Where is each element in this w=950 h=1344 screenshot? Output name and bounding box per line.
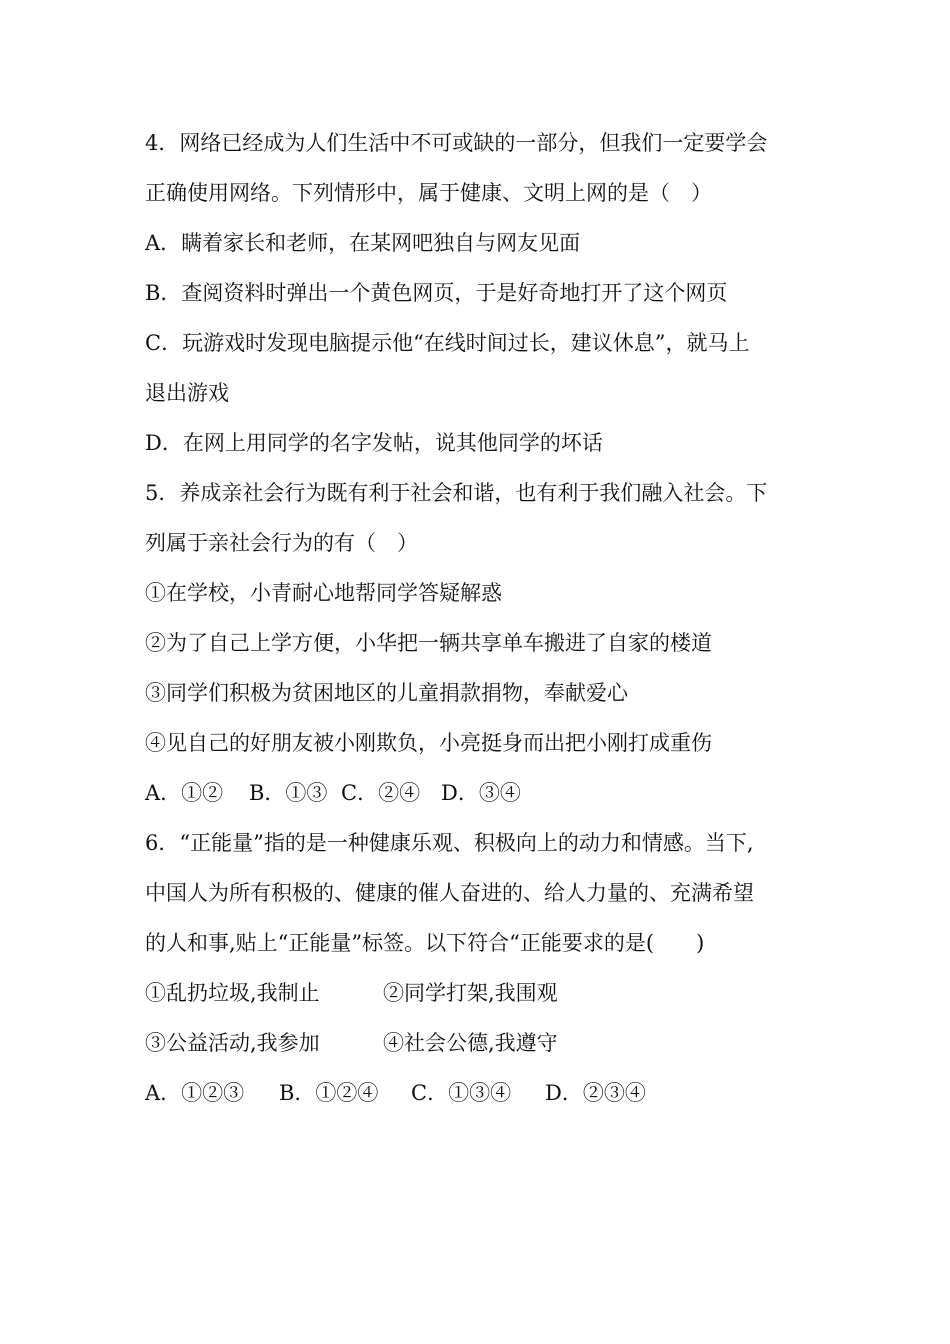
question-6-statement-4: ④社会公德,我遵守 [383,1031,558,1055]
question-6-choice-b: B．①②④ [279,1081,379,1105]
question-5-choices [145,768,825,818]
question-6-stem-line-1: 6．“正能量”指的是一种健康乐观、积极向上的动力和情感。当下, [145,831,754,855]
question-5-statement-2: ②为了自己上学方便，小华把一辆共享单车搬进了自家的楼道 [145,631,712,655]
question-5-statement-1: ①在学校，小青耐心地帮同学答疑解惑 [145,581,502,605]
question-6-choice-d: D．②③④ [545,1081,646,1105]
question-5-statement-3: ③同学们积极为贫困地区的儿童捐款捐物，奉献爱心 [145,681,628,705]
question-6-choice-c: C．①③④ [411,1081,512,1105]
question-5-choice-a: A．①② [145,781,224,805]
question-4-stem-line-1: 4．网络已经成为人们生活中不可或缺的一部分，但我们一定要学会 [145,131,768,155]
question-5-choice-b: B．①③ [249,781,328,805]
question-6-choices [145,1068,825,1118]
question-4-option-c: C．玩游戏时发现电脑提示他“在线时间过长，建议休息”，就马上 [145,331,750,355]
question-4-option-d: D．在网上用同学的名字发帖，说其他同学的坏话 [145,431,603,455]
question-6-statements-row-1 [145,968,825,1018]
question-4-option-b: B．查阅资料时弹出一个黄色网页，于是好奇地打开了这个网页 [145,281,728,305]
question-6-stem-line-2: 中国人为所有积极的、健康的催人奋进的、给人力量的、充满希望 [145,881,754,905]
question-4-option-c-continued: 退出游戏 [145,381,229,405]
question-5-choice-d: D．③④ [441,781,521,805]
question-5-stem-line-1: 5．养成亲社会行为既有利于社会和谐，也有利于我们融入社会。下 [145,481,768,505]
question-5-choice-c: C．②④ [341,781,421,805]
question-6-statements-row-2 [145,1018,825,1068]
question-4-stem-line-2: 正确使用网络。下列情形中，属于健康、文明上网的是（ ） [145,181,712,205]
question-4-option-a: A．瞒着家长和老师，在某网吧独自与网友见面 [145,231,581,255]
question-6-statement-2: ②同学打架,我围观 [383,981,558,1005]
question-6-choice-a: A．①②③ [145,1081,245,1105]
question-6-stem-line-3: 的人和事,贴上“正能量”标签。以下符合“正能要求的是( ) [145,931,705,955]
question-6-statement-3: ③公益活动,我参加 [145,1031,320,1055]
question-5-statement-4: ④见自己的好朋友被小刚欺负，小亮挺身而出把小刚打成重伤 [145,731,712,755]
question-5-stem-line-2: 列属于亲社会行为的有（ ） [145,531,418,555]
question-6-statement-1: ①乱扔垃圾,我制止 [145,981,320,1005]
exam-page [145,118,825,1118]
